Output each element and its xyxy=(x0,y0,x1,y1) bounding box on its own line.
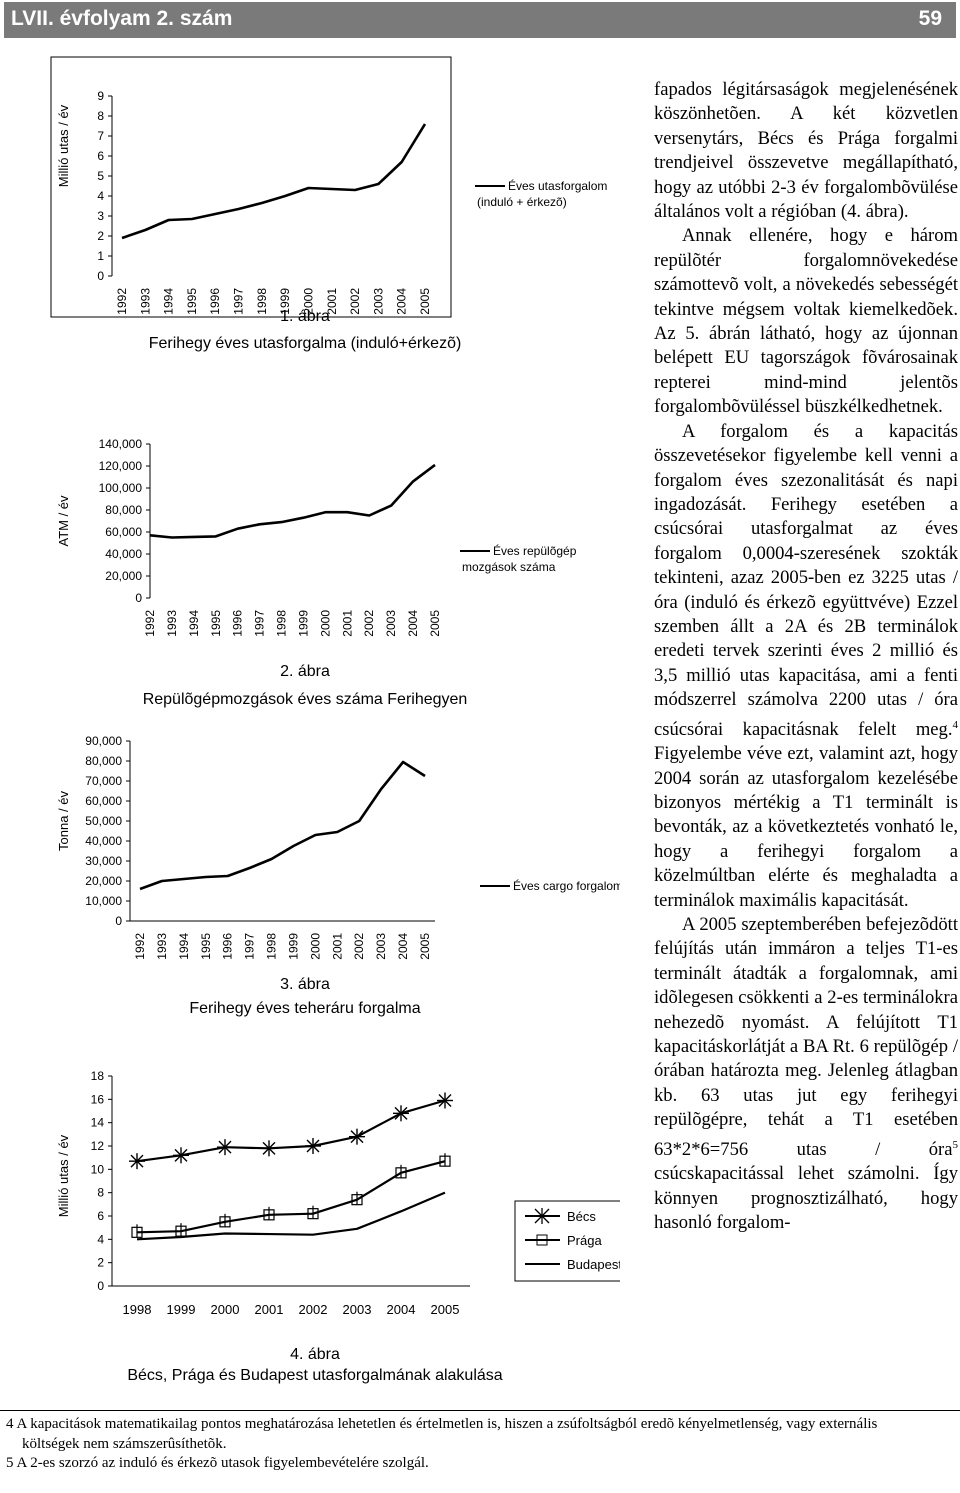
x-tick-label: 1999 xyxy=(286,933,301,960)
y-tick-label: 9 xyxy=(97,89,104,103)
x-tick-label: 2002 xyxy=(352,933,367,960)
x-tick-label: 1995 xyxy=(198,933,213,960)
x-tick-label: 2004 xyxy=(396,933,411,960)
x-tick-label: 1997 xyxy=(242,933,257,960)
x-tick-label: 1992 xyxy=(143,610,157,637)
y-tick-label: 6 xyxy=(97,149,104,163)
page-header xyxy=(4,2,956,38)
x-tick-label: 2002 xyxy=(362,610,377,637)
marker-asterisk xyxy=(437,1093,453,1109)
figure-4-vienna-prague-budapest xyxy=(50,1056,620,1396)
x-tick-label: 2002 xyxy=(348,288,363,315)
y-tick-label: 4 xyxy=(97,1232,104,1247)
y-tick-label: 16 xyxy=(90,1092,104,1107)
y-tick-label: 100,000 xyxy=(98,481,142,495)
x-tick-label: 1995 xyxy=(184,288,199,315)
legend-label xyxy=(462,543,577,574)
x-tick-label: 2003 xyxy=(342,1302,372,1317)
x-tick-label: 2000 xyxy=(308,933,323,960)
x-tick-label: 2005 xyxy=(430,1302,460,1317)
y-tick-label: 0 xyxy=(115,914,122,928)
x-tick-label: 1993 xyxy=(164,610,179,637)
x-tick-label: 1997 xyxy=(252,610,267,637)
y-tick-label: 60,000 xyxy=(105,525,142,539)
figure-2-aircraft-movements xyxy=(50,416,620,756)
y-tick-label: 12 xyxy=(90,1139,104,1153)
y-tick-label: 120,000 xyxy=(98,459,142,473)
figure-3-cargo-traffic xyxy=(50,721,620,1041)
y-tick-label: 3 xyxy=(97,209,104,223)
chart-svg xyxy=(50,56,620,391)
article-text xyxy=(654,78,958,1235)
paragraph: fapados légitársaságok megjelenésének köszönhetõen. A két közvetlen versenytárs, Bécs és Prága forgalmi trendjeivel összevetve megállapítható, hogy az utóbbi 2-3 év forgalombõvülése általános volt a régióban (4. ábra). xyxy=(654,79,958,223)
x-tick-label: 1998 xyxy=(274,610,289,637)
y-tick-label: 0 xyxy=(97,1279,104,1293)
marker-asterisk xyxy=(217,1139,233,1155)
figure-number: 4. ábra xyxy=(290,1346,340,1363)
x-tick-label: 2005 xyxy=(418,288,432,315)
chart-svg xyxy=(50,721,620,1041)
series-line-1 xyxy=(137,1101,445,1162)
series-line-1 xyxy=(140,762,425,889)
footnote-5: 5 A 2-es szorzó az induló és érkezõ utasok figyelembevételére szolgál. xyxy=(6,1455,429,1471)
x-tick-label: 1998 xyxy=(254,288,269,315)
y-tick-label: 4 xyxy=(97,189,104,203)
legend-label: Budapest xyxy=(567,1257,620,1272)
paragraph: A forgalom és a kapacitás összevetésekor figyelembe kell venni a forgalom éves szezonalitását és napi ingadozását. Ferihegy esetében a csúcsórai utasforgalmat az éves forgalom 0,0004-szeresének szokták tekinteni, azaz 2005-ben ez 3225 utas / óra (induló és érkezõ együttvéve) Ezzel szemben állt a 2A és 2B terminálok eredeti tervek szerinti éves 2 millió és 3,5 millió utas kapacitása, ami a fenti módszerrel számolva 2200 utas / óra csúcsórai kapacitásnak felelt meg.$^4$ Figyelembe véve ezt, valamint azt, hogy 2004 során az utasforgalom kezelésébe bizonyos mértékig a T1 terminált is bevonták, az a következtetés vonható le, hogy a ferihegyi forgalom a közelmúltban elérte és meghaladta a terminálok maximális kapacitását. xyxy=(654,420,958,911)
x-tick-label: 2002 xyxy=(298,1302,328,1317)
y-tick-label: 10,000 xyxy=(85,894,122,908)
y-tick-label: 70,000 xyxy=(85,774,122,788)
y-tick-label: 7 xyxy=(97,129,104,143)
y-tick-label: 40,000 xyxy=(85,834,122,848)
legend-label: Prága xyxy=(567,1233,602,1248)
y-axis-label: ATM / év xyxy=(56,495,71,547)
x-tick-label: 2005 xyxy=(418,933,432,960)
y-tick-label: 80,000 xyxy=(105,503,142,517)
y-tick-label: 14 xyxy=(90,1115,104,1130)
footnote-4: 4 A kapacitások matematikailag pontos meghatározása lehetetlen és értelmetlen is, hiszen a zsúfoltságból eredõ kényelmetlenség, vagy externális költségek nem számszerûsíthetõk. xyxy=(6,1416,878,1452)
y-tick-label: 1 xyxy=(97,249,104,263)
figure-number: 1. ábra xyxy=(280,308,330,325)
x-tick-label: 2005 xyxy=(428,610,442,637)
y-tick-label: 0 xyxy=(135,591,142,605)
paragraph: Annak ellenére, hogy e három repülõtér forgalomnövekedése számottevõ volt, a növekedés sebességét tekintve mégsem voltak kiemelkedõek. Az 5. ábrán látható, hogy az újonnan belépett EU tagországok fõvárosainak repterei mind-mind jelentõs forgalombõvüléssel büszkélkedhetnek. xyxy=(654,225,958,418)
x-tick-label: 2003 xyxy=(374,933,389,960)
x-tick-label: 1999 xyxy=(296,610,311,637)
x-tick-label: 1996 xyxy=(208,288,223,315)
y-tick-label: 18 xyxy=(90,1069,104,1083)
y-tick-label: 2 xyxy=(97,229,104,243)
figure-number: 3. ábra xyxy=(280,976,330,993)
marker-asterisk xyxy=(129,1153,145,1169)
figure-caption: Bécs, Prága és Budapest utasforgalmának alakulása xyxy=(127,1367,503,1384)
x-tick-label: 2003 xyxy=(384,610,399,637)
legend-label xyxy=(513,878,620,893)
series-line-1 xyxy=(150,465,435,538)
series-line-3 xyxy=(137,1193,445,1240)
legend-label-line: Éves cargo forgalom xyxy=(513,879,620,893)
x-tick-label: 1997 xyxy=(231,288,246,315)
x-tick-label: 1996 xyxy=(230,610,245,637)
y-tick-label: 40,000 xyxy=(105,547,142,561)
legend-label xyxy=(477,178,607,209)
x-tick-label: 1998 xyxy=(122,1302,152,1317)
marker-square-plus xyxy=(440,1153,450,1166)
y-tick-label: 140,000 xyxy=(98,437,142,451)
x-tick-label: 1993 xyxy=(138,288,153,315)
y-tick-label: 8 xyxy=(97,1185,104,1200)
x-tick-label: 2001 xyxy=(330,933,345,960)
series-line-1 xyxy=(122,124,425,238)
x-tick-label: 1992 xyxy=(133,933,147,960)
legend-label-line: mozgások száma xyxy=(462,560,556,574)
x-tick-label: 1993 xyxy=(154,933,169,960)
series-line-2 xyxy=(137,1161,445,1232)
figures-column xyxy=(50,56,620,1396)
y-axis-label: Millió utas / év xyxy=(56,104,71,188)
x-tick-label: 1996 xyxy=(220,933,235,960)
x-tick-label: 1994 xyxy=(186,610,201,637)
y-tick-label: 0 xyxy=(97,269,104,283)
y-tick-label: 20,000 xyxy=(85,874,122,888)
x-tick-label: 2000 xyxy=(318,610,333,637)
y-tick-label: 10 xyxy=(90,1162,104,1177)
footnote-ref: 5 xyxy=(952,1138,958,1151)
y-tick-label: 5 xyxy=(97,169,104,183)
figure-caption: Repülõgépmozgások éves száma Ferihegyen xyxy=(142,691,468,708)
legend-label-line: (induló + érkezõ) xyxy=(477,195,567,209)
x-tick-label: 2004 xyxy=(394,288,409,315)
x-tick-label: 2001 xyxy=(254,1302,284,1317)
paragraph: A 2005 szeptemberében befejezõdött felújítás után immáron a teljes T1-es terminált átadták a forgalomnak, ami idõlegesen csökkenti a 2-es terminálokra nehezedõ nyomást. A felújított T1 kapacitáskorlátját a BA Rt. 6 repülõgép / órában határozta meg. Jelenleg átlagban kb. 63 utas jut egy ferihegyi repülõgépre, tehát a T1 esetében 63*2*6=756 utas / óra$^5$ csúcskapacitással lehet számolni. Így könnyen prognosztizálható, hogy hasonló forgalom- xyxy=(654,914,958,1234)
y-tick-label: 50,000 xyxy=(85,814,122,828)
x-tick-label: 1999 xyxy=(166,1302,196,1317)
x-tick-label: 2000 xyxy=(210,1302,240,1317)
footnotes xyxy=(0,1410,960,1474)
x-tick-label: 1992 xyxy=(115,288,129,315)
x-tick-label: 2004 xyxy=(406,610,421,637)
y-tick-label: 6 xyxy=(97,1209,104,1223)
y-tick-label: 20,000 xyxy=(105,569,142,583)
chart-svg xyxy=(50,416,620,756)
legend-label-line: Éves repülõgép xyxy=(493,544,577,558)
x-tick-label: 1999 xyxy=(278,288,293,315)
figure-caption: Ferihegy éves utasforgalma (induló+érkezõ) xyxy=(148,335,462,352)
y-tick-label: 90,000 xyxy=(85,734,122,748)
marker-asterisk xyxy=(173,1147,189,1163)
x-tick-label: 2000 xyxy=(301,288,316,315)
page-number: 59 xyxy=(918,7,942,30)
figure-1-passenger-traffic xyxy=(50,56,620,391)
marker-asterisk xyxy=(393,1105,409,1121)
x-tick-label: 2001 xyxy=(340,610,355,637)
x-tick-label: 1995 xyxy=(208,610,223,637)
chart-svg xyxy=(50,1056,620,1396)
y-tick-label: 2 xyxy=(97,1255,104,1270)
figure-number: 2. ábra xyxy=(280,663,330,680)
marker-square-plus xyxy=(264,1207,274,1220)
x-tick-label: 1994 xyxy=(176,933,191,960)
x-tick-label: 2001 xyxy=(324,288,339,315)
x-tick-label: 1998 xyxy=(264,933,279,960)
legend-label-line: Éves utasforgalom xyxy=(508,179,608,193)
marker-square-plus xyxy=(132,1224,142,1237)
footnote-ref: 4 xyxy=(952,718,958,731)
marker-asterisk xyxy=(261,1140,277,1156)
x-tick-label: 2003 xyxy=(371,288,386,315)
marker-asterisk xyxy=(305,1138,321,1154)
y-axis-label: Tonna / év xyxy=(56,791,71,851)
y-tick-label: 30,000 xyxy=(85,854,122,868)
y-tick-label: 8 xyxy=(97,109,104,123)
legend-label: Bécs xyxy=(567,1209,596,1224)
y-tick-label: 60,000 xyxy=(85,794,122,808)
journal-volume: LVII. évfolyam 2. szám xyxy=(11,7,233,30)
x-tick-label: 1994 xyxy=(161,288,176,315)
figure-caption: Ferihegy éves teheráru forgalma xyxy=(189,1000,421,1017)
marker-asterisk xyxy=(349,1129,365,1145)
y-axis-label: Millió utas / év xyxy=(56,1134,71,1218)
y-tick-label: 80,000 xyxy=(85,754,122,768)
x-tick-label: 2004 xyxy=(386,1302,416,1317)
